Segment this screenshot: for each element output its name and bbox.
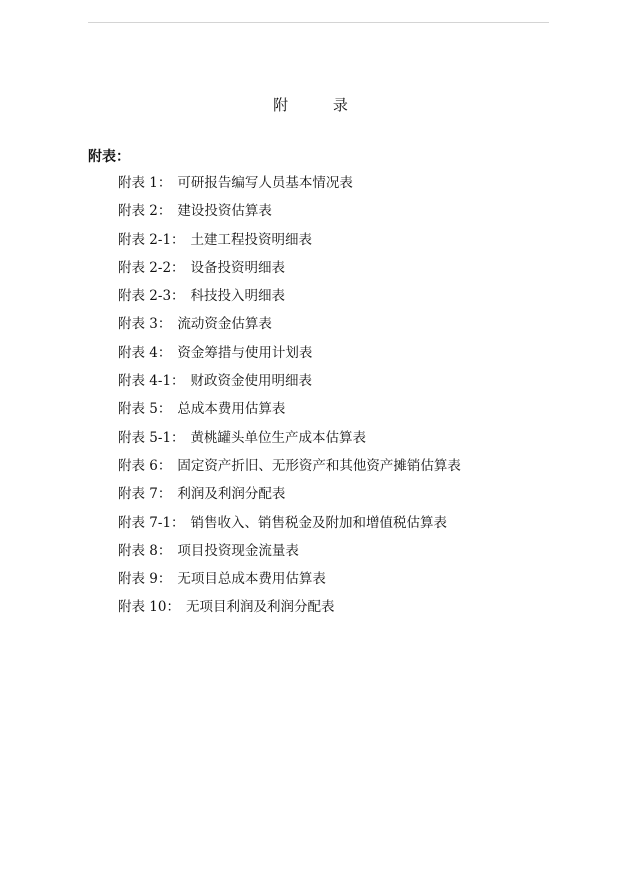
list-item bbox=[118, 509, 461, 537]
list-item-label: 附表 7： bbox=[118, 486, 172, 503]
list-item bbox=[118, 424, 461, 452]
list-item bbox=[118, 169, 461, 197]
list-item-label: 附表 4-1： bbox=[118, 373, 185, 390]
list-item-text: 固定资产折旧、无形资产和其他资产摊销估算表 bbox=[177, 457, 461, 474]
list-item bbox=[118, 565, 461, 593]
list-item-label: 附表 1： bbox=[118, 175, 172, 191]
list-item bbox=[118, 339, 461, 367]
list-item-text: 无项目总成本费用估算表 bbox=[177, 571, 326, 588]
list-item-label: 附表 7-1： bbox=[118, 514, 185, 531]
list-item-text: 总成本费用估算表 bbox=[177, 401, 286, 418]
list-item-label: 附表 2： bbox=[118, 203, 172, 220]
list-item-text: 科技投入明细表 bbox=[190, 288, 286, 305]
list-item-text: 利润及利润分配表 bbox=[177, 486, 286, 503]
list-item-text: 黄桃罐头单位生产成本估算表 bbox=[190, 429, 367, 446]
list-item bbox=[118, 367, 461, 395]
list-item-text: 可研报告编写人员基本情况表 bbox=[177, 175, 353, 191]
list-item bbox=[118, 310, 461, 338]
list-item bbox=[118, 282, 461, 310]
list-item-label: 附表 9： bbox=[118, 571, 172, 588]
list-item-label: 附表 10： bbox=[118, 599, 180, 616]
list-item bbox=[118, 197, 461, 225]
list-item-label: 附表 3： bbox=[118, 316, 172, 333]
list-item-label: 附表 4： bbox=[118, 344, 172, 361]
list-item-label: 附表 2-2： bbox=[118, 259, 185, 276]
page-title: 附 录 bbox=[273, 96, 368, 114]
list-item bbox=[118, 254, 461, 282]
appendix-table-list bbox=[118, 169, 461, 622]
list-item-text: 建设投资估算表 bbox=[177, 203, 272, 220]
list-item-text: 无项目利润及利润分配表 bbox=[185, 599, 335, 616]
list-item-label: 附表 2-1： bbox=[118, 231, 185, 248]
list-item bbox=[118, 226, 461, 254]
list-item bbox=[118, 537, 461, 565]
list-item bbox=[118, 452, 461, 480]
list-item bbox=[118, 480, 461, 508]
list-item-text: 项目投资现金流量表 bbox=[177, 542, 299, 559]
list-item-text: 财政资金使用明细表 bbox=[190, 373, 313, 390]
list-item-label: 附表 6： bbox=[118, 457, 172, 474]
list-item-label: 附表 5-1： bbox=[118, 429, 185, 446]
header-divider bbox=[88, 22, 549, 23]
list-item-label: 附表 5： bbox=[118, 401, 172, 418]
list-item-text: 销售收入、销售税金及附加和增值税估算表 bbox=[190, 514, 448, 531]
list-item-text: 土建工程投资明细表 bbox=[190, 231, 313, 248]
section-label: 附表： bbox=[88, 149, 130, 165]
list-item-label: 附表 2-3： bbox=[118, 288, 185, 305]
list-item-text: 设备投资明细表 bbox=[190, 259, 286, 276]
list-item bbox=[118, 395, 461, 423]
list-item-text: 流动资金估算表 bbox=[177, 316, 272, 333]
list-item-label: 附表 8： bbox=[118, 542, 172, 559]
list-item-text: 资金筹措与使用计划表 bbox=[177, 344, 313, 361]
list-item bbox=[118, 593, 461, 621]
